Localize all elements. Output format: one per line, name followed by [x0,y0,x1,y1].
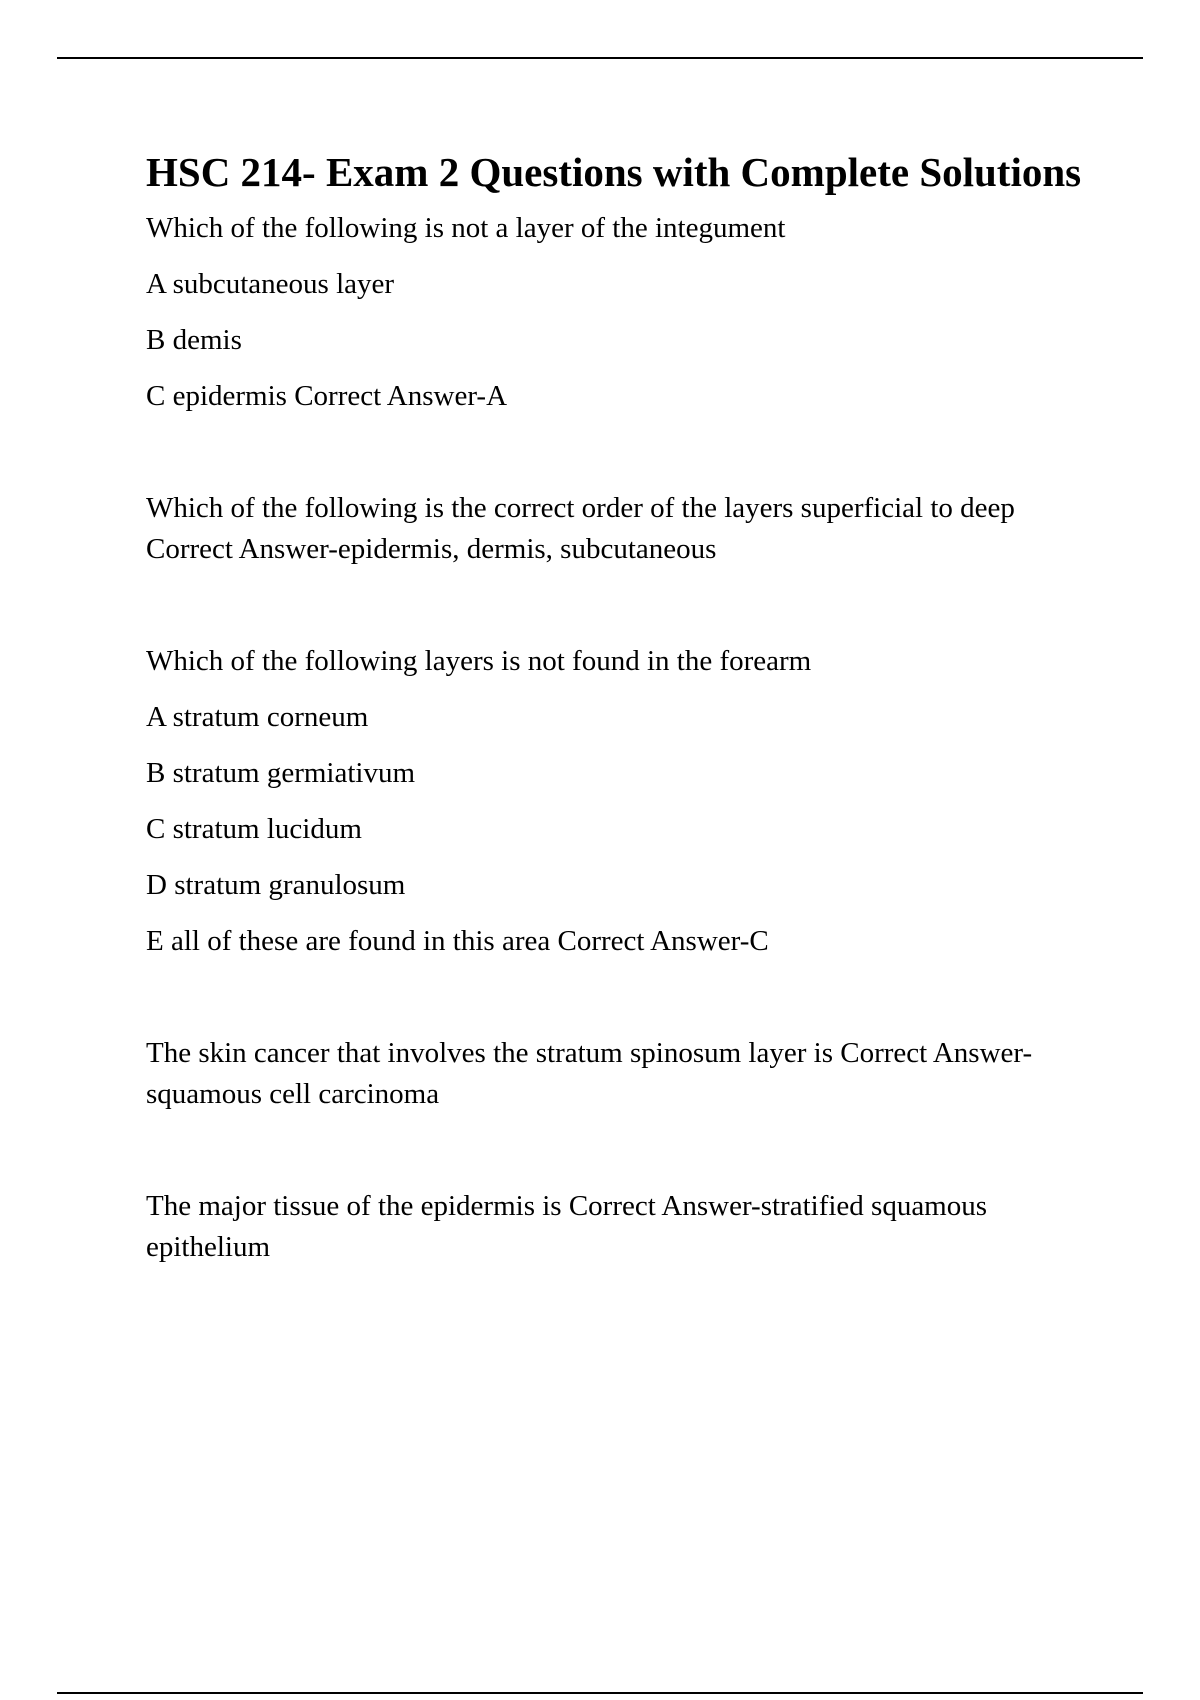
question-2 [146,488,1096,570]
document-title: HSC 214- Exam 2 Questions with Complete Solutions [146,149,1082,195]
question-3-option-b: B stratum germiativum [146,757,416,789]
question-4-stem-answer: The skin cancer that involves the stratum spinosum layer is Correct Answer-squamous cell carcinoma [146,1037,1033,1110]
question-3-option-d: D stratum granulosum [146,869,406,901]
footer-rule [57,1692,1143,1694]
question-4 [146,1033,1096,1115]
question-1-option-b: B demis [146,324,242,356]
question-3-option-a: A stratum corneum [146,701,369,733]
title-spacer [146,200,1096,208]
question-spacer [146,585,1096,641]
question-5 [146,1186,1096,1268]
document-body [146,145,1096,1283]
question-1 [146,208,1096,417]
question-3-stem: Which of the following layers is not found in the forearm [146,645,812,677]
question-spacer [146,1130,1096,1186]
header-rule [57,57,1143,59]
question-1-option-c-answer: C epidermis Correct Answer-A [146,380,508,412]
question-2-stem-answer: Which of the following is the correct order of the layers superficial to deep Correct Answer-epidermis, dermis, subcutaneous [146,492,1015,565]
question-3-option-e-answer: E all of these are found in this area Correct Answer-C [146,925,769,957]
question-3 [146,641,1096,962]
question-1-stem: Which of the following is not a layer of the integument [146,212,786,244]
question-5-stem-answer: The major tissue of the epidermis is Correct Answer-stratified squamous epithelium [146,1190,988,1263]
question-spacer [146,977,1096,1033]
question-3-option-c: C stratum lucidum [146,813,362,845]
question-1-option-a: A subcutaneous layer [146,268,395,300]
question-spacer [146,432,1096,488]
